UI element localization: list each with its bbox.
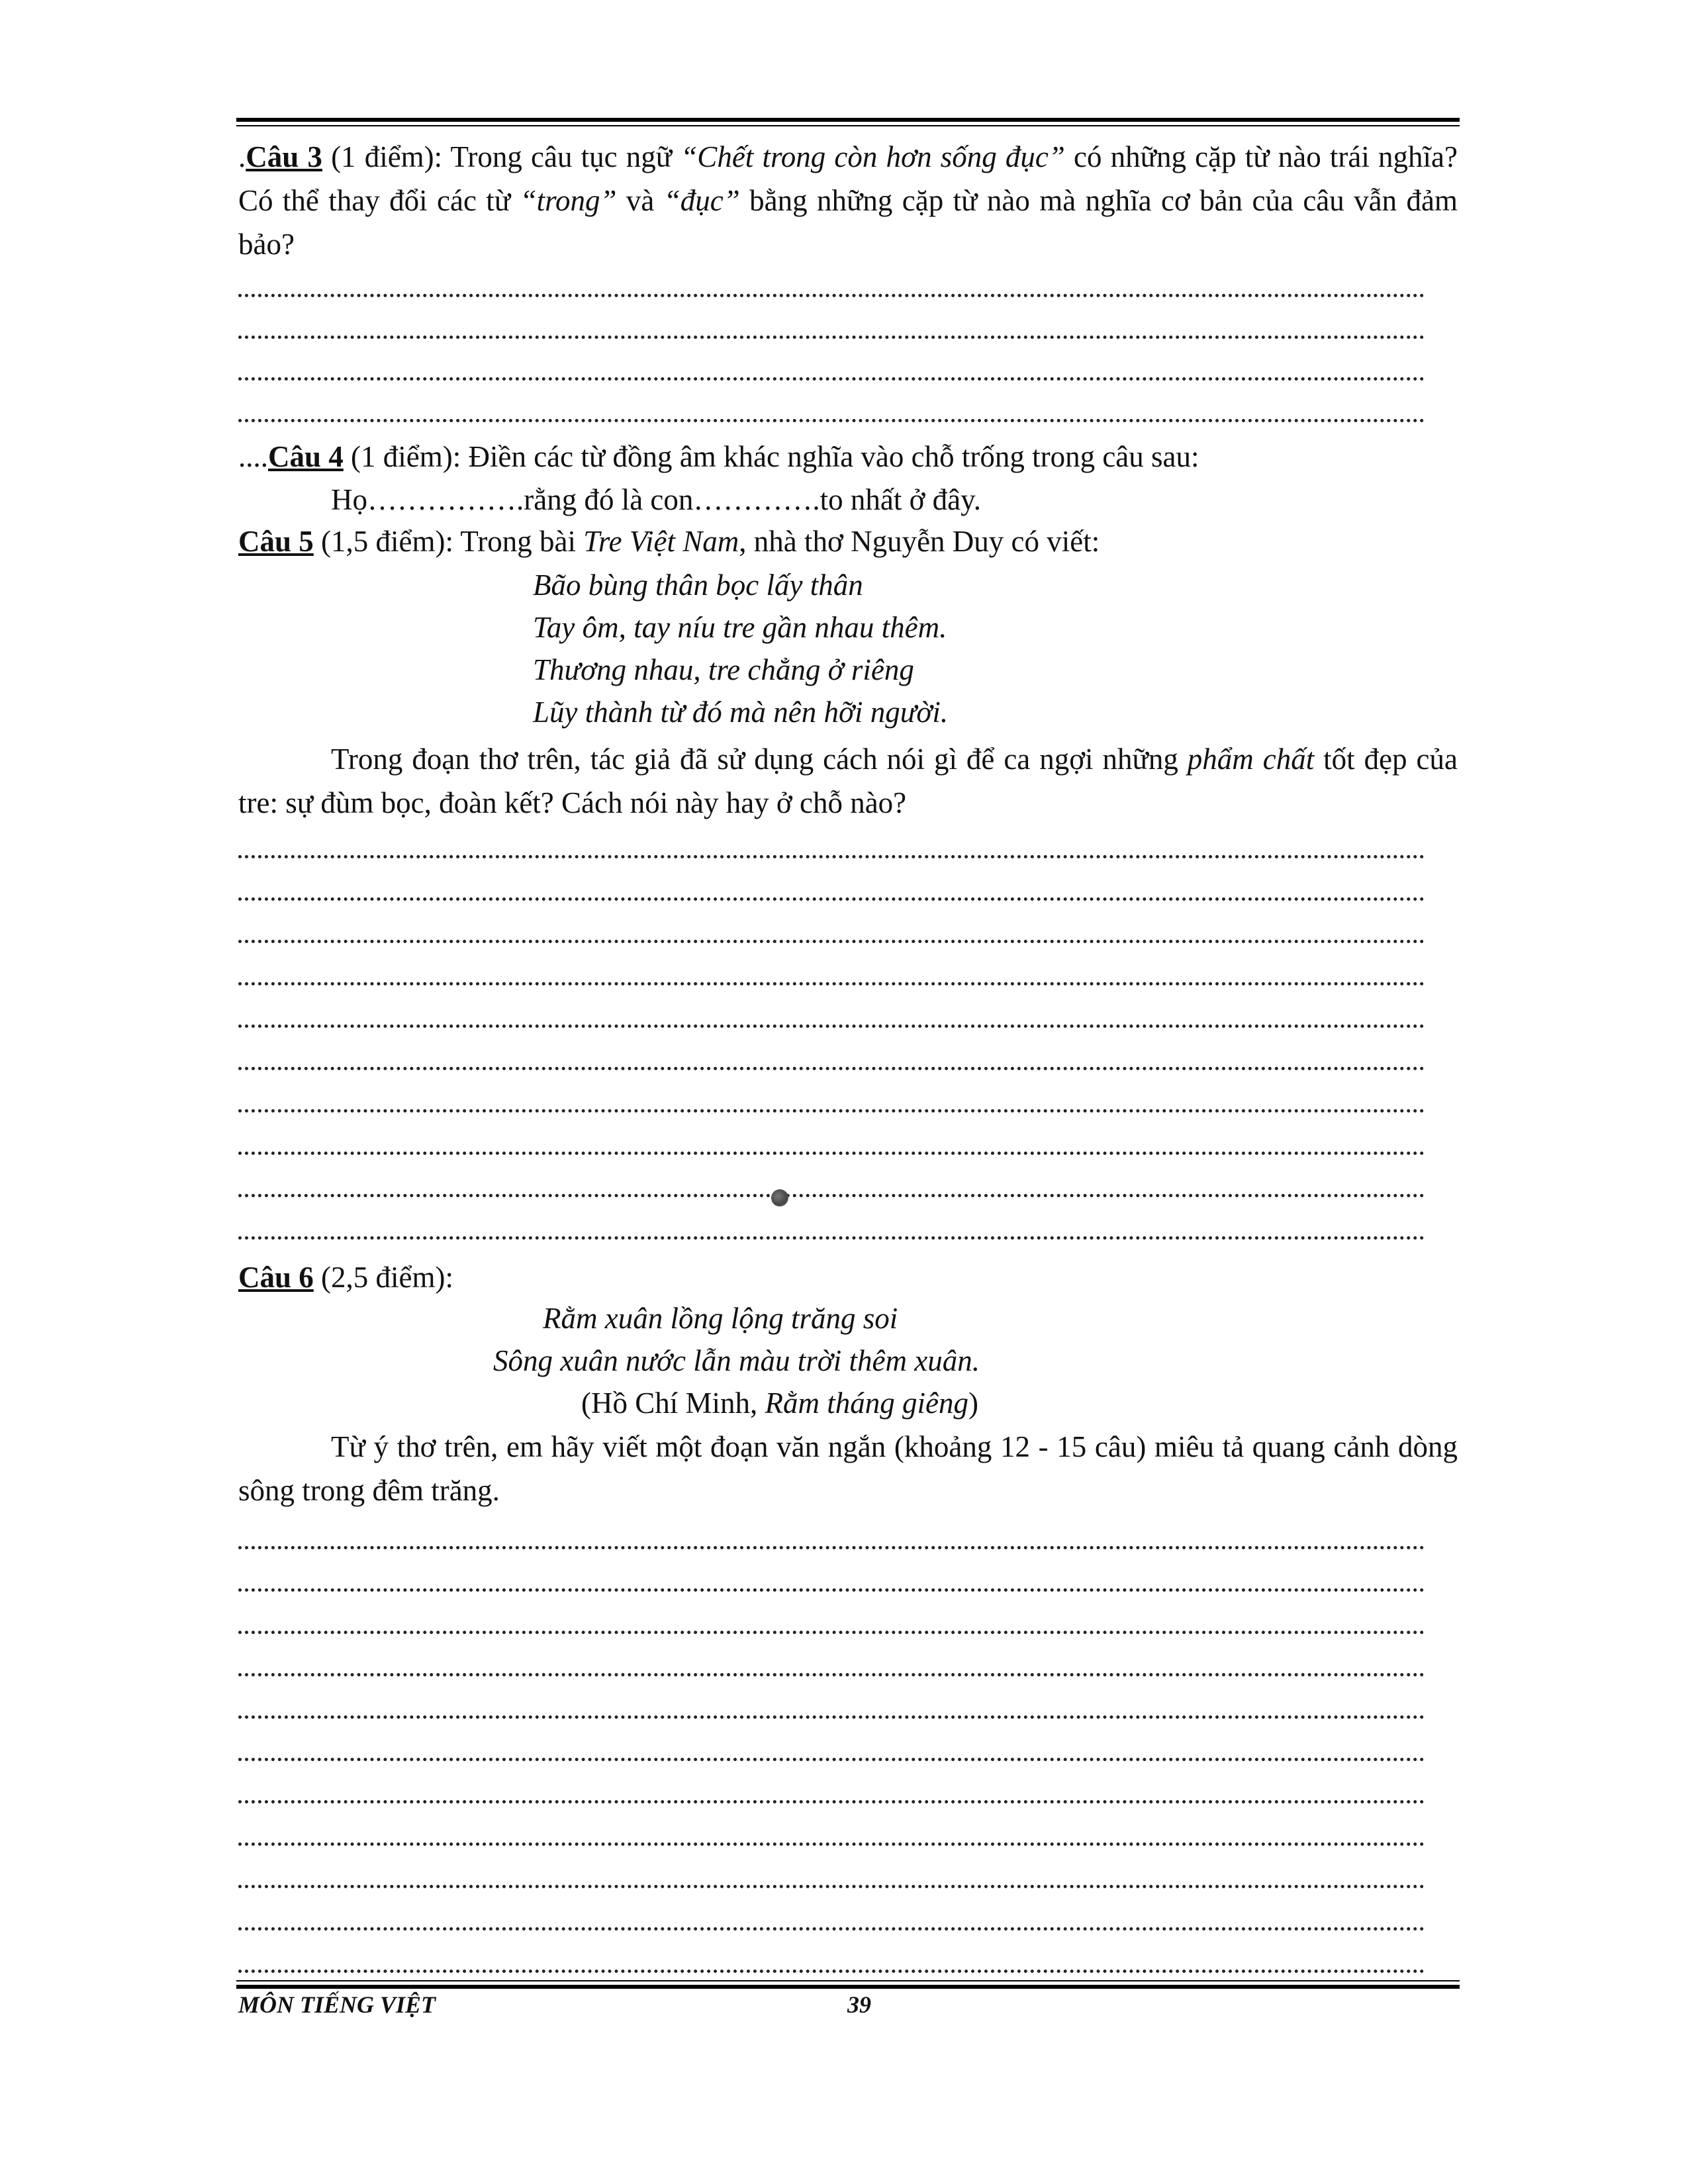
answer-line[interactable] — [238, 1907, 1425, 1931]
answer-line[interactable] — [238, 1569, 1425, 1592]
poem-source — [581, 1383, 978, 1423]
question-5-prompt-b: tốt đẹp của tre: sự đùm bọc, đoàn kết? Cách nói này hay ở chỗ nào? — [238, 743, 1458, 819]
answer-line[interactable] — [238, 316, 1425, 339]
question-5-emphasis: phẩm chất — [1187, 743, 1315, 776]
answer-line[interactable] — [238, 1089, 1425, 1113]
poem-source-author: (Hồ Chí Minh, — [581, 1387, 765, 1420]
question-3-text — [238, 135, 1458, 266]
answer-line[interactable] — [238, 1132, 1425, 1155]
answer-line[interactable] — [238, 1738, 1425, 1761]
proverb-quote: “Chết trong còn hơn sống đục” — [680, 140, 1065, 173]
question-3-text1: có những cặp từ nào trái nghĩa? Có thể thay đổi các từ — [238, 140, 1458, 217]
question-5-heading — [238, 522, 1100, 561]
question-5-prompt — [238, 737, 1458, 825]
question-6-heading — [238, 1257, 453, 1297]
question-3-points: (1 điểm): Trong câu tục ngữ — [322, 140, 681, 173]
question-3-label: Câu 3 — [246, 140, 322, 173]
question-6-prompt: Từ ý thơ trên, em hãy viết một đoạn văn ngắn (khoảng 12 - 15 câu) miêu tả quang cảnh dòng sông trong đêm trăng. — [238, 1430, 1458, 1507]
poem-line: Thương nhau, tre chẳng ở riêng — [533, 653, 914, 686]
answer-line[interactable] — [238, 920, 1425, 943]
question-6-label: Câu 6 — [238, 1261, 314, 1294]
footer-rule-thick — [236, 1985, 1460, 1989]
answer-line[interactable] — [238, 274, 1425, 297]
answer-line[interactable] — [238, 1526, 1425, 1549]
answer-line[interactable] — [238, 1653, 1425, 1676]
question-5-prompt-a: Trong đoạn thơ trên, tác giả đã sử dụng cách nói gì để ca ngợi những — [331, 743, 1188, 776]
question-4-heading — [238, 437, 1199, 477]
footer-rule-thin — [236, 1980, 1460, 1981]
answer-line[interactable] — [238, 1823, 1425, 1846]
ink-smudge — [771, 1189, 788, 1206]
answer-line[interactable] — [238, 1005, 1425, 1028]
answer-line[interactable] — [238, 1950, 1425, 1973]
poem-line: Lũy thành từ đó mà nên hỡi người. — [533, 696, 949, 729]
answer-line[interactable] — [238, 1696, 1425, 1719]
question-5-label: Câu 5 — [238, 525, 314, 558]
question-4-label: Câu 4 — [268, 440, 344, 473]
word-trong: “trong” — [520, 184, 617, 217]
poem-line: Tay ôm, tay níu tre gần nhau thêm. — [533, 611, 947, 644]
question-6-points: (2,5 điểm): — [313, 1261, 453, 1294]
question-5-points: (1,5 điểm): Trong bài — [313, 525, 584, 558]
answer-line[interactable] — [238, 1780, 1425, 1803]
header-rule-thick — [236, 118, 1460, 122]
question-3-prefix: . — [238, 140, 246, 173]
fill-in-sentence[interactable]: Họ…………….rằng đó là con………….to nhất ở đây. — [331, 483, 981, 516]
answer-line[interactable] — [238, 878, 1425, 901]
header-rule-thin — [236, 125, 1460, 126]
poem-source-title: Rằm tháng giêng — [765, 1387, 968, 1420]
question-4-points: (1 điểm): Điền các từ đồng âm khác nghĩa vào chỗ trống trong câu sau: — [343, 440, 1199, 473]
page-number: 39 — [847, 1991, 871, 2018]
answer-line[interactable] — [238, 1611, 1425, 1634]
footer-subject: MÔN TIẾNG VIỆT — [238, 1991, 436, 2018]
question-3-text2: bằng những cặp từ nào mà nghĩa cơ bản của câu vẫn đảm bảo? — [238, 184, 1458, 261]
conjunction-and: và — [616, 184, 664, 217]
question-5-author: , nhà thơ Nguyễn Duy có viết: — [739, 525, 1100, 558]
answer-line[interactable] — [238, 1174, 1425, 1197]
answer-line[interactable] — [238, 835, 1425, 858]
answer-line[interactable] — [238, 399, 1425, 422]
word-duc: “đục” — [663, 184, 740, 217]
answer-line[interactable] — [238, 1047, 1425, 1070]
poem-source-close: ) — [968, 1387, 978, 1420]
question-4-prefix: .... — [238, 440, 268, 473]
answer-line[interactable] — [238, 962, 1425, 985]
answer-line[interactable] — [238, 1865, 1425, 1888]
answer-line[interactable] — [238, 357, 1425, 381]
poem-title: Tre Việt Nam — [583, 525, 739, 558]
poem-line: Rằm xuân lồng lộng trăng soi — [543, 1302, 898, 1335]
poem-line: Bão bùng thân bọc lấy thân — [533, 569, 863, 602]
answer-line[interactable] — [238, 1216, 1425, 1240]
poem-line: Sông xuân nước lẫn màu trời thêm xuân. — [493, 1344, 980, 1377]
